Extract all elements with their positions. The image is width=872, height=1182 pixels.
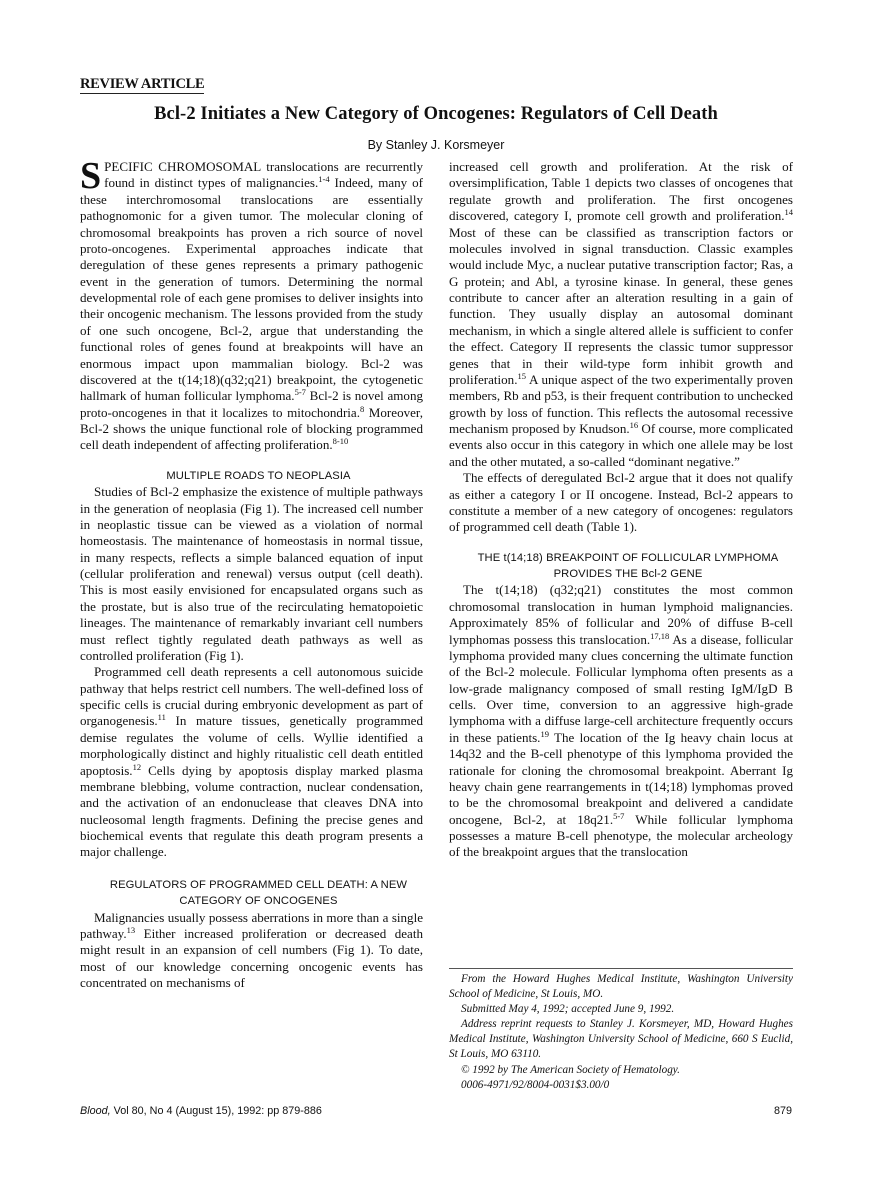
citation-ref: 15 <box>517 370 526 381</box>
citation-ref: 17,18 <box>650 630 670 641</box>
section-heading-multiple-roads: MULTIPLE ROADS TO NEOPLASIA <box>166 469 351 482</box>
page-number: 879 <box>773 1105 792 1117</box>
journal-name: Blood, <box>80 1105 111 1117</box>
footnote-divider <box>449 968 793 969</box>
body-paragraph: Studies of Bcl-2 emphasize the existence of multiple pathways in the generation of neoplasia (Fig 1). The increased cell number in neoplastic tissue can be viewed as a violation of normal homeostasis. The maintenance of homeostasis in normal tissue, in many respects, reflects a simple balanced equation of input (cellular proliferation and renewal) versus output (cell death). This is most easily envisioned for encapsulated organs such as the prostate, but is also true of the recirculating hematopoietic lineages. The maintenance of remarkably invariant cell numbers must reflect tightly regulated death pathways as well as controlled proliferation (Fig 1). <box>80 484 423 663</box>
article-title: Bcl-2 Initiates a New Category of Oncogenes: Regulators of Cell Death <box>154 104 718 124</box>
citation-ref: 12 <box>132 761 142 772</box>
citation-ref: 5-7 <box>294 387 306 398</box>
citation-ref: 19 <box>540 728 549 739</box>
citation-ref: 14 <box>784 207 793 218</box>
section-label: REVIEW ARTICLE <box>80 76 205 92</box>
citation-ref: 5-7 <box>613 810 625 821</box>
footnote-reprints: Address reprint requests to Stanley J. Korsmeyer, MD, Howard Hughes Medical Institute, Washington University School of Medicine, 660 S Euclid, St Louis, MO 63110. <box>449 1018 793 1061</box>
journal-citation: Blood, Vol 80, No 4 (August 15), 1992: pp 879-886 <box>80 1105 322 1117</box>
left-column <box>80 155 424 991</box>
footnote-copyright: © 1992 by The American Society of Hematology. <box>461 1063 680 1076</box>
citation-ref: 8 <box>359 403 365 414</box>
author-byline: By Stanley J. Korsmeyer <box>367 138 505 152</box>
intro-paragraph: SPECIFIC CHROMOSOMAL translocations are recurrently found in distinct types of malignancies.$^{1-4}$ Indeed, many of these interchromosomal translocations are essentially pathognomonic for a given tumor. The molecular cloning of chromosomal breakpoints has proven a rich source of novel proto-oncogenes. Experimental approaches indicate that deregulation of these genes represents a primary pathogenic event in the generation of tumors. Determining the normal developmental role of each gene promises to deliver insights into their oncogenic mechanism. The lessons provided from the study of one such oncogene, Bcl-2, argue that understanding the functional roles of genes found at breakpoints will have an enormous impact upon mammalian biology. Bcl-2 was discovered at the t(14;18)(q32;q21) breakpoint, the cytogenetic hallmark of human follicular lymphoma.$^{5-7}$ Bcl-2 is novel among proto-oncogenes in that it localizes to mitochondria.$^8$ Moreover, Bcl-2 shows the unique functional role of blocking programmed cell death independent of affecting proliferation.$^{8-10}$ <box>80 155 424 453</box>
body-paragraph: Malignancies usually possess aberrations in more than a single pathway.$^{13}$ Either increased proliferation or decreased death might result in an expansion of cell numbers (Fig 1). To date, most of our knowledge concerning oncogenic events has concentrated on mechanisms of <box>80 909 423 991</box>
body-paragraph: The effects of deregulated Bcl-2 argue that it does not qualify as either a category I or II oncogene. Instead, Bcl-2 appears to constitute a member of a new category of oncogenes: regulators of programmed cell death (Table 1). <box>449 470 793 535</box>
citation-ref: 16 <box>629 420 639 430</box>
body-paragraph: increased cell growth and proliferation. At the risk of oversimplification, Table 1 depicts two classes of oncogenes that regulate growth and proliferation. The first oncogenes discovered, category I, promote cell growth and proliferation.$^{14}$ Most of these can be classified as transcription factors or molecules involved in signal transduction. Classic examples would include Myc, a nuclear putative transcription factor; Ras, a G protein; and Abl, a tyrosine kinase. In general, these genes contribute to cancer after an alteration resulting in a gain of function. They usually display an autosomal dominant mechanism, in which a single altered allele is sufficient to confer the effect. Category II represents the classic tumor suppressor genes that in their wild-type form inhibit growth and proliferation.$^{15}$ A unique aspect of the two experimentally proven members, Rb and p53, is their frequent contribution to unchecked growth by loss of function. This reflects the autosomal recessive mechanism proposed by Knudson.$^{16}$ Of course, more complicated events also occur in this category in which one allele may be lost and the other mutated, a so-called “dominant negative.” <box>449 159 793 469</box>
section-heading-t1418-breakpoint: THE t(14;18) BREAKPOINT OF FOLLICULAR LYMPHOMA PROVIDES THE Bcl-2 GENE <box>477 551 779 581</box>
citation-ref: 11 <box>157 712 166 723</box>
footnotes <box>449 972 793 1093</box>
section-heading-regulators: REGULATORS OF PROGRAMMED CELL DEATH: A NEW CATEGORY OF ONCOGENES <box>109 878 408 908</box>
citation-ref: 1-4 <box>318 174 330 185</box>
right-column <box>449 159 793 861</box>
drop-cap: S <box>80 155 102 197</box>
citation-ref: 8-10 <box>332 436 349 447</box>
citation-ref: 13 <box>126 924 136 935</box>
lead-caps: PECIFIC CHROMOSOMAL <box>104 159 261 174</box>
body-paragraph: Programmed cell death represents a cell autonomous suicide pathway that helps restrict cell numbers. The well-defined loss of specific cells is crucial during embryonic development as part of organogenesis.$^{11}$ In mature tissues, genetically programmed demise regulates the volume of cells. Wyllie identified a morphologically distinct and highly ritualistic cell death entitled apoptosis.$^{12}$ Cells dying by apoptosis display marked plasma membrane blebbing, volume contraction, nuclear condensation, and the activation of an endonuclease that cleaves DNA into nucleosomal length fragments. Defining the precise genes and biochemical events that regulate this death program presents a major challenge. <box>80 664 423 860</box>
footnote-code: 0006-4971/92/8004-0031$3.00/0 <box>461 1078 610 1091</box>
footnote-affiliation: From the Howard Hughes Medical Institute, Washington University School of Medicine, St Louis, MO. <box>449 973 793 1001</box>
footnote-dates: Submitted May 4, 1992; accepted June 9, 1992. <box>461 1003 675 1016</box>
body-paragraph: The t(14;18) (q32;q21) constitutes the most common chromosomal translocation in human lymphoid malignancies. Approximately 85% of follicular and 20% of diffuse B-cell lymphomas possess this translocation.$^{17,18}$ As a disease, follicular lymphoma provided many clues concerning the ultimate function of the Bcl-2 molecule. Follicular lymphoma often presents as a low-grade malignancy composed of small resting IgM/IgD B cells. Over time, conversion to an aggressive high-grade lymphoma with a diffuse large-cell architecture frequently occurs in these patients.$^{19}$ The location of the Ig heavy chain locus at 14q32 and the B-cell phenotype of this lymphoma provided the rationale for cloning the chromosomal breakpoint. Aberrant Ig heavy chain gene rearrangements in t(14;18) lymphomas proved to be the chromosomal breakpoint and delivered a candidate oncogene, Bcl-2, at 18q21.$^{5-7}$ While follicular lymphoma possesses a mature B-cell phenotype, the molecular archeology of the breakpoint argues that the translocation <box>449 582 793 860</box>
